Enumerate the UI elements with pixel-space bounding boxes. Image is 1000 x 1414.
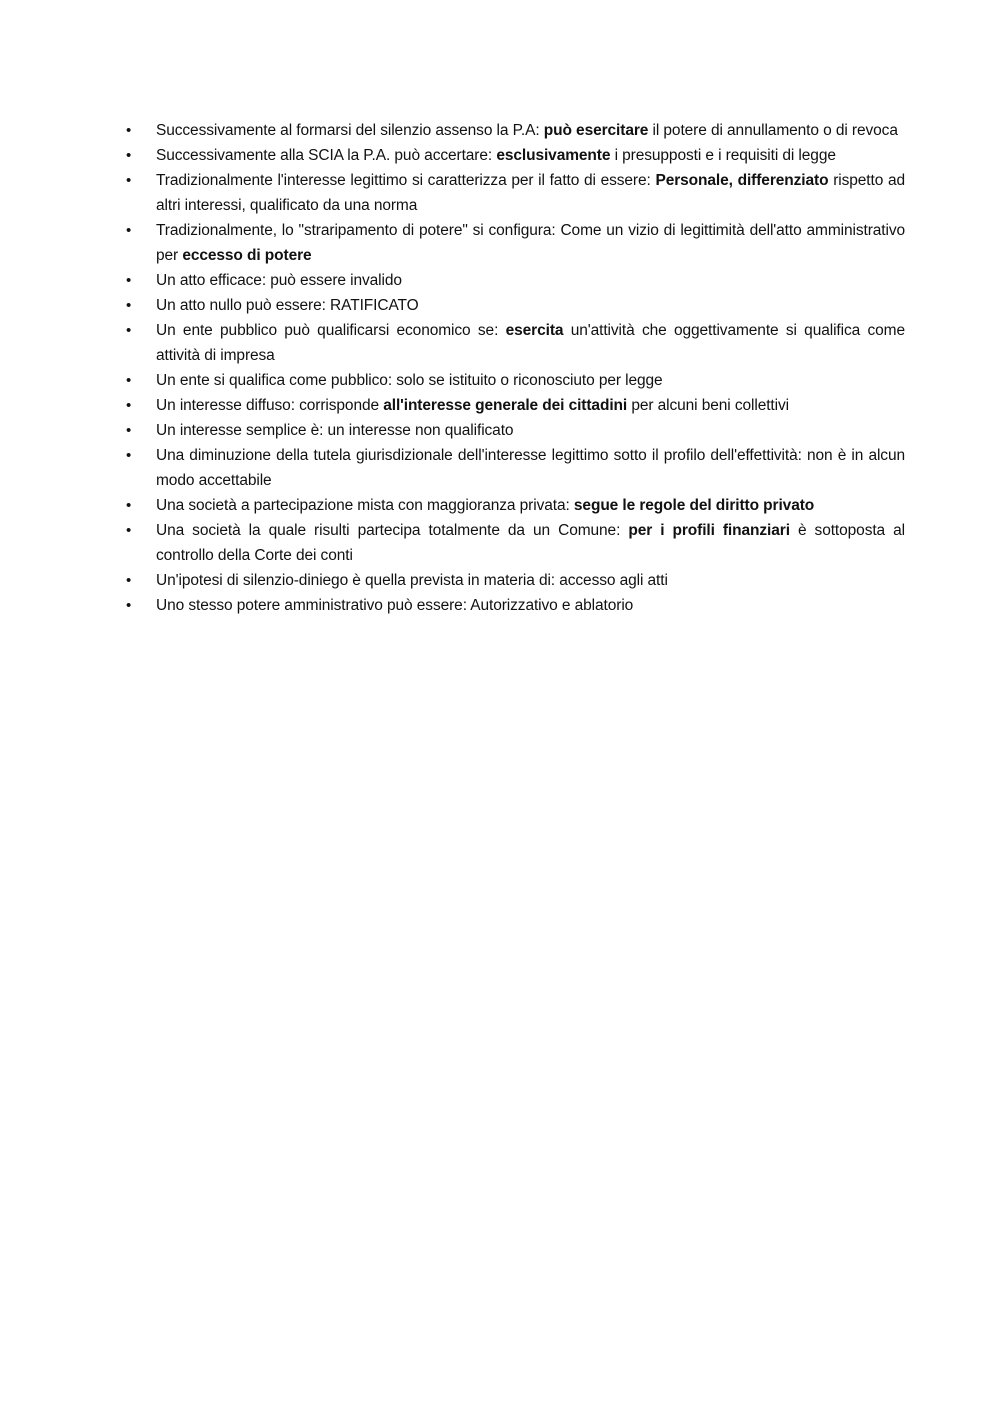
text-segment: Una società a partecipazione mista con maggioranza privata: — [156, 497, 574, 514]
list-item-text — [156, 222, 905, 264]
text-segment: Successivamente alla SCIA la P.A. può accertare: — [156, 147, 497, 164]
list-item-text — [156, 522, 905, 564]
bullet-icon: • — [126, 322, 132, 339]
list-item-text — [156, 122, 898, 139]
list-item — [126, 593, 905, 618]
list-item-text — [156, 322, 905, 364]
text-segment: Una diminuzione della tutela giurisdizionale dell'interesse legittimo sotto il profilo dell'effettività: non è in alcun modo accettabile — [156, 447, 905, 489]
bullet-icon: • — [126, 272, 132, 289]
list-item-text — [156, 172, 905, 214]
bold-text-segment: esercita — [505, 322, 564, 339]
text-segment: Un'ipotesi di silenzio-diniego è quella prevista in materia di: accesso agli atti — [156, 572, 668, 589]
bold-text-segment: segue le regole del diritto privato — [573, 497, 815, 514]
list-item — [126, 418, 905, 443]
text-segment: Un ente pubblico può qualificarsi economico se: — [156, 322, 506, 339]
list-item — [126, 218, 905, 268]
list-item — [126, 568, 905, 593]
list-item-text — [156, 397, 789, 414]
list-item — [126, 518, 905, 568]
list-item-text — [156, 147, 836, 164]
bullet-icon: • — [126, 122, 132, 139]
list-item — [126, 293, 905, 318]
bold-text-segment: all'interesse generale dei cittadini — [383, 397, 628, 414]
text-segment: Una società la quale risulti partecipa totalmente da un Comune: — [156, 522, 629, 539]
text-segment: Successivamente al formarsi del silenzio assenso la P.A: — [156, 122, 544, 139]
list-item — [126, 443, 905, 493]
bullet-icon: • — [126, 172, 132, 189]
list-item-text — [156, 422, 513, 439]
bullet-icon: • — [126, 522, 132, 539]
text-segment: Un interesse semplice è: un interesse non qualificato — [156, 422, 514, 439]
text-segment: Un atto nullo può essere: RATIFICATO — [156, 297, 419, 314]
list-item — [126, 393, 905, 418]
list-item — [126, 168, 905, 218]
list-item-text — [156, 272, 402, 289]
text-segment: Un interesse diffuso: corrisponde — [156, 397, 384, 414]
text-segment: un'attività che oggettivamente si qualifica come attività di impresa — [156, 322, 905, 364]
list-item-text — [156, 297, 419, 314]
list-item-text — [156, 497, 814, 514]
bullet-icon: • — [126, 297, 132, 314]
bullet-icon: • — [126, 147, 132, 164]
text-segment: per alcuni beni collettivi — [627, 397, 789, 414]
bold-text-segment: Personale, differenziato — [655, 172, 829, 189]
text-segment: Un atto efficace: può essere invalido — [156, 272, 402, 289]
text-segment: Tradizionalmente l'interesse legittimo si caratterizza per il fatto di essere: — [156, 172, 656, 189]
bullet-icon: • — [126, 372, 132, 389]
bullet-icon: • — [126, 597, 132, 614]
list-item-text — [156, 597, 633, 614]
bullet-icon: • — [126, 572, 132, 589]
list-item-text — [156, 372, 663, 389]
bold-text-segment: può esercitare — [543, 122, 649, 139]
list-item — [126, 143, 905, 168]
bullet-list — [126, 118, 905, 618]
list-item — [126, 368, 905, 393]
bullet-icon: • — [126, 447, 132, 464]
bullet-icon: • — [126, 397, 132, 414]
bold-text-segment: per i profili finanziari — [628, 522, 790, 539]
text-segment: Un ente si qualifica come pubblico: solo se istituito o riconosciuto per legge — [156, 372, 663, 389]
list-item — [126, 268, 905, 293]
bullet-icon: • — [126, 222, 132, 239]
bold-text-segment: esclusivamente — [496, 147, 611, 164]
list-item — [126, 318, 905, 368]
text-segment: i presupposti e i requisiti di legge — [610, 147, 836, 164]
list-item — [126, 493, 905, 518]
bullet-icon: • — [126, 422, 132, 439]
text-segment: il potere di annullamento o di revoca — [648, 122, 898, 139]
bullet-icon: • — [126, 497, 132, 514]
text-segment: è sottoposta al controllo della Corte dei conti — [156, 522, 905, 564]
text-segment: rispetto ad altri interessi, qualificato da una norma — [156, 172, 906, 214]
list-item-text — [156, 447, 905, 489]
list-item — [126, 118, 905, 143]
text-segment: Uno stesso potere amministrativo può essere: Autorizzativo e ablatorio — [156, 597, 634, 614]
list-item-text — [156, 572, 668, 589]
text-segment: Tradizionalmente, lo "straripamento di potere" si configura: Come un vizio di legittimità dell'atto amministrativo per — [156, 222, 905, 264]
bold-text-segment: eccesso di potere — [182, 247, 312, 264]
